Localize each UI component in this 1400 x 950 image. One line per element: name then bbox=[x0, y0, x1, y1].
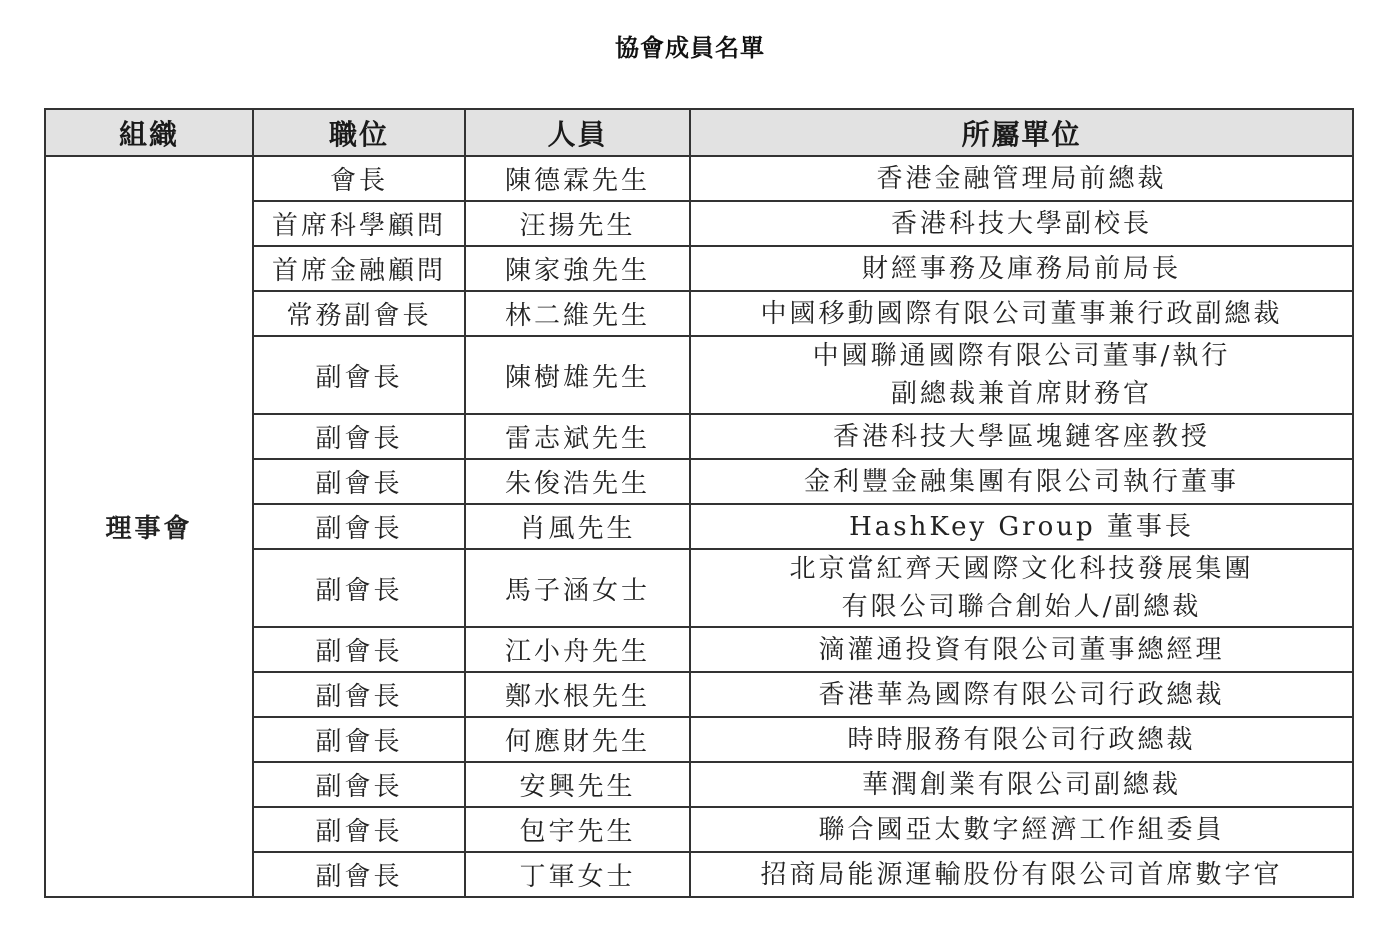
affiliation-cell bbox=[690, 414, 1353, 459]
person-cell: 陳樹雄先生 bbox=[465, 336, 690, 414]
position-cell: 副會長 bbox=[253, 852, 465, 897]
person-cell: 陳德霖先生 bbox=[465, 156, 690, 201]
header-affiliation: 所屬單位 bbox=[690, 109, 1353, 156]
person-cell: 朱俊浩先生 bbox=[465, 459, 690, 504]
affiliation-cell bbox=[690, 807, 1353, 852]
affiliation-cell bbox=[690, 672, 1353, 717]
affiliation-cell bbox=[690, 627, 1353, 672]
affiliation-line: 香港科技大學副校長 bbox=[890, 208, 1152, 239]
position-cell: 副會長 bbox=[253, 672, 465, 717]
person-cell: 鄭水根先生 bbox=[465, 672, 690, 717]
affiliation-line: 副總裁兼首席財務官 bbox=[890, 379, 1152, 409]
position-cell: 副會長 bbox=[253, 549, 465, 627]
affiliation-cell bbox=[690, 549, 1353, 627]
header-position: 職位 bbox=[253, 109, 465, 156]
person-cell: 林二維先生 bbox=[465, 291, 690, 336]
person-cell: 肖風先生 bbox=[465, 504, 690, 549]
position-cell: 副會長 bbox=[253, 807, 465, 852]
affiliation-line: 聯合國亞太數字經濟工作組委員 bbox=[818, 814, 1225, 845]
position-cell: 會長 bbox=[253, 156, 465, 201]
affiliation-cell bbox=[690, 717, 1353, 762]
position-cell: 副會長 bbox=[253, 459, 465, 504]
affiliation-cell bbox=[690, 156, 1353, 201]
person-cell: 雷志斌先生 bbox=[465, 414, 690, 459]
position-cell: 副會長 bbox=[253, 504, 465, 549]
affiliation-line: 香港華為國際有限公司行政總裁 bbox=[818, 679, 1225, 710]
person-cell: 陳家強先生 bbox=[465, 246, 690, 291]
affiliation-cell bbox=[690, 852, 1353, 897]
affiliation-line: 招商局能源運輸股份有限公司首席數字官 bbox=[760, 859, 1283, 890]
affiliation-line: 香港金融管理局前總裁 bbox=[876, 163, 1167, 194]
affiliation-cell bbox=[690, 459, 1353, 504]
position-cell: 常務副會長 bbox=[253, 291, 465, 336]
table-row bbox=[45, 156, 1353, 201]
person-cell: 丁軍女士 bbox=[465, 852, 690, 897]
affiliation-cell bbox=[690, 201, 1353, 246]
affiliation-line: 中國聯通國際有限公司董事/執行 bbox=[812, 341, 1231, 371]
affiliation-line: 華潤創業有限公司副總裁 bbox=[861, 769, 1181, 800]
person-cell: 安興先生 bbox=[465, 762, 690, 807]
affiliation-line: 北京當紅齊天國際文化科技發展集團 bbox=[789, 554, 1254, 584]
affiliation-line: 香港科技大學區塊鏈客座教授 bbox=[832, 421, 1210, 452]
affiliation-cell bbox=[690, 246, 1353, 291]
members-table bbox=[44, 108, 1354, 898]
position-cell: 首席金融顧問 bbox=[253, 246, 465, 291]
person-cell: 江小舟先生 bbox=[465, 627, 690, 672]
header-row bbox=[45, 109, 1353, 156]
affiliation-line: 中國移動國際有限公司董事兼行政副總裁 bbox=[760, 298, 1283, 329]
position-cell: 副會長 bbox=[253, 762, 465, 807]
position-cell: 首席科學顧問 bbox=[253, 201, 465, 246]
header-person: 人員 bbox=[465, 109, 690, 156]
organization-cell: 理事會 bbox=[45, 156, 253, 897]
affiliation-cell bbox=[690, 762, 1353, 807]
position-cell: 副會長 bbox=[253, 336, 465, 414]
person-cell: 汪揚先生 bbox=[465, 201, 690, 246]
affiliation-cell bbox=[690, 291, 1353, 336]
person-cell: 何應財先生 bbox=[465, 717, 690, 762]
header-org: 組織 bbox=[45, 109, 253, 156]
position-cell: 副會長 bbox=[253, 414, 465, 459]
person-cell: 馬子涵女士 bbox=[465, 549, 690, 627]
affiliation-cell bbox=[690, 504, 1353, 549]
person-cell: 包宇先生 bbox=[465, 807, 690, 852]
affiliation-line: 有限公司聯合創始人/副總裁 bbox=[841, 592, 1202, 622]
affiliation-line: 財經事務及庫務局前局長 bbox=[861, 253, 1181, 284]
position-cell: 副會長 bbox=[253, 717, 465, 762]
position-cell: 副會長 bbox=[253, 627, 465, 672]
affiliation-cell bbox=[690, 336, 1353, 414]
affiliation-line: 時時服務有限公司行政總裁 bbox=[847, 724, 1196, 755]
affiliation-line: HashKey Group 董事長 bbox=[849, 511, 1194, 542]
document-title: 協會成員名單 bbox=[615, 34, 765, 62]
affiliation-line: 滴灌通投資有限公司董事總經理 bbox=[818, 634, 1225, 665]
affiliation-line: 金利豐金融集團有限公司執行董事 bbox=[803, 466, 1239, 497]
members-body bbox=[45, 156, 1353, 897]
